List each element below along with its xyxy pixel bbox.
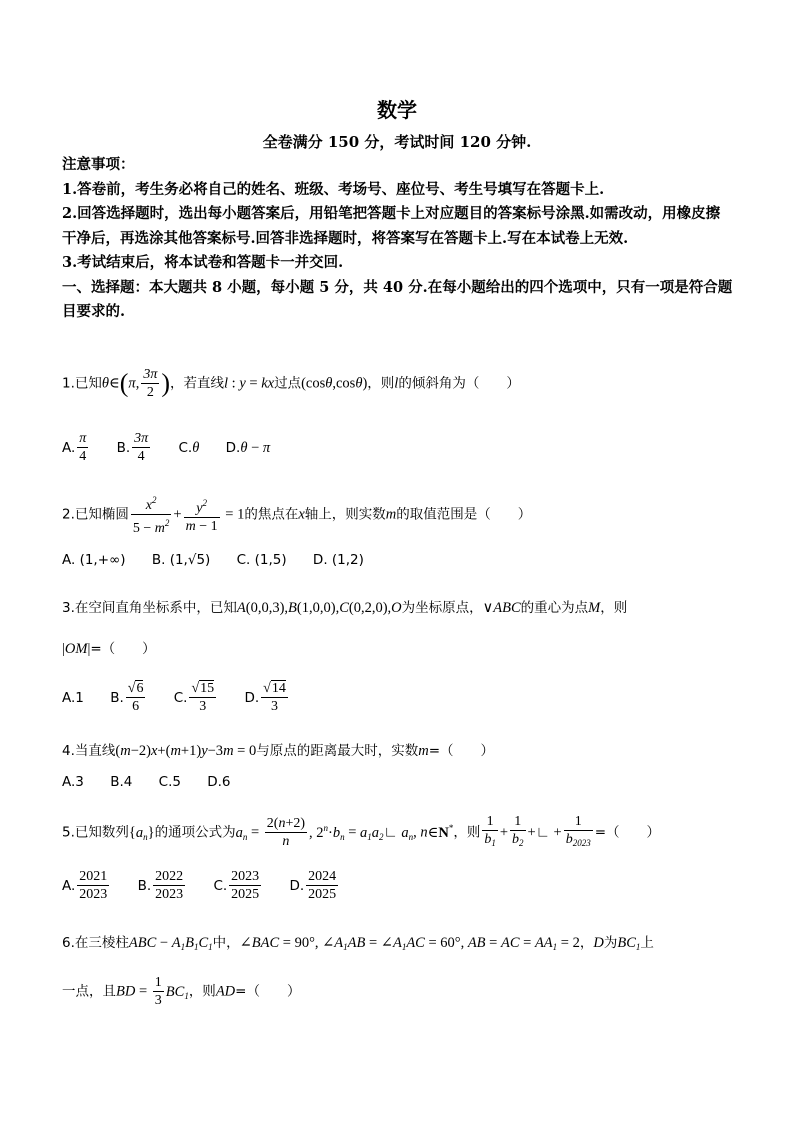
- option-c[interactable]: C.θ: [178, 439, 200, 456]
- option-a[interactable]: A.1: [62, 689, 84, 706]
- option-d[interactable]: D.6: [207, 774, 231, 790]
- question-6-line-2: 一点，且BD = $\frac{1}{3}$ $BC_1$，则AD=（ ）: [62, 975, 301, 1008]
- option-d[interactable]: D. (1,2): [312, 552, 364, 568]
- question-4-options: [62, 774, 253, 790]
- option-b[interactable]: B.4: [110, 774, 133, 790]
- option-d[interactable]: D.θ − π: [225, 439, 271, 456]
- option-a[interactable]: A. $\frac{2021}{2023}$: [62, 869, 108, 902]
- question-5: 5.已知数列$\{a_n\}$的通项公式为$a_n$ = $\frac{2(n+2)}{n}$ , $2^n\cdot b_n$ = $a_1a_2∟$ $a_n$, n∈N*，则 $\frac{1}{b_1}$ + $\frac{1}{b_2}$ +∟ + $\frac{1}{b_{2023}}$ =（ ）: [62, 814, 661, 849]
- question-3: 3.在空间直角坐标系中，已知A(0,0,3),B(1,0,0),C(0,2,0),O为坐标原点，∨ABC的重心为点M，则: [62, 600, 628, 616]
- option-d[interactable]: D. $\frac{2024}{2025}$: [289, 869, 337, 902]
- option-a[interactable]: A. $\frac{\pi}{4}$: [62, 431, 87, 464]
- question-5-options: [62, 868, 362, 903]
- option-d[interactable]: D. $\frac{√14}{3}$: [244, 681, 286, 714]
- note-item-2: 2.回答选择题时，选出每小题答案后，用铅笔把答题卡上对应题目的答案标号涂黑.如需改动，用橡皮擦干净后，再选涂其他答案标号.回答非选择题时，将答案写在答题卡上.写在本试卷上无效.: [62, 205, 721, 247]
- section-1-heading: 一、选择题：本大题共 8 小题，每小题 5 分，共 40 分.在每小题给出的四个选项中，只有一项是符合题目要求的.: [62, 278, 733, 320]
- option-c[interactable]: C. $\frac{2023}{2025}$: [213, 869, 260, 902]
- page-title: 数学: [377, 98, 417, 122]
- option-b[interactable]: B. $\frac{√6}{6}$: [110, 681, 144, 714]
- exam-subtitle: 全卷满分 150 分，考试时间 120 分钟.: [262, 133, 532, 151]
- question-1-options: [62, 430, 292, 465]
- notes-heading: 注意事项：: [62, 156, 135, 173]
- question-3-line-2: |OM|=（ ）: [62, 641, 156, 657]
- option-b[interactable]: B. $\frac{2022}{2023}$: [137, 869, 184, 902]
- option-b[interactable]: B. (1,√5): [151, 552, 211, 568]
- option-c[interactable]: C. (1,5): [236, 552, 287, 568]
- question-2: 2.已知椭圆 $\frac{x^2}{5 - m^2}$ + $\frac{y^2}{m - 1}$ = 1的焦点在x轴上，则实数m的取值范围是（ ）: [62, 492, 742, 537]
- question-4: 4.当直线(m−2)x+(m+1)y−3m = 0与原点的距离最大时，实数m=（ ）: [62, 743, 495, 759]
- option-a[interactable]: A. (1,+∞): [62, 552, 126, 568]
- question-3-options: [62, 680, 312, 715]
- option-a[interactable]: A.3: [62, 774, 84, 790]
- option-c[interactable]: C.5: [158, 774, 181, 790]
- question-6: 6.在三棱柱ABC − $A_1B_1C_1$中，∠BAC = 90°, $\angle A_1AB$ = $\angle A_1AC = 60^\circ$, AB = AC = $AA_1 = 2$，D为$BC_1$上: [62, 935, 654, 952]
- question-1: 1.已知θ∈(π, $\frac{3\pi}{2}$ )，若直线l : y = kx过点(cosθ,cosθ)，则l的倾斜角为（ ）: [62, 367, 520, 400]
- option-c[interactable]: C. $\frac{√15}{3}$: [173, 681, 215, 714]
- notes-block: [62, 153, 734, 325]
- question-2-options: [62, 552, 386, 568]
- note-item-3: 3.考试结束后，将本试卷和答题卡一并交回.: [62, 254, 344, 271]
- note-item-1: 1.答卷前，考生务必将自己的姓名、班级、考场号、座位号、考生号填写在答题卡上.: [62, 180, 605, 198]
- option-b[interactable]: B. $\frac{3\pi}{4}$: [116, 431, 149, 464]
